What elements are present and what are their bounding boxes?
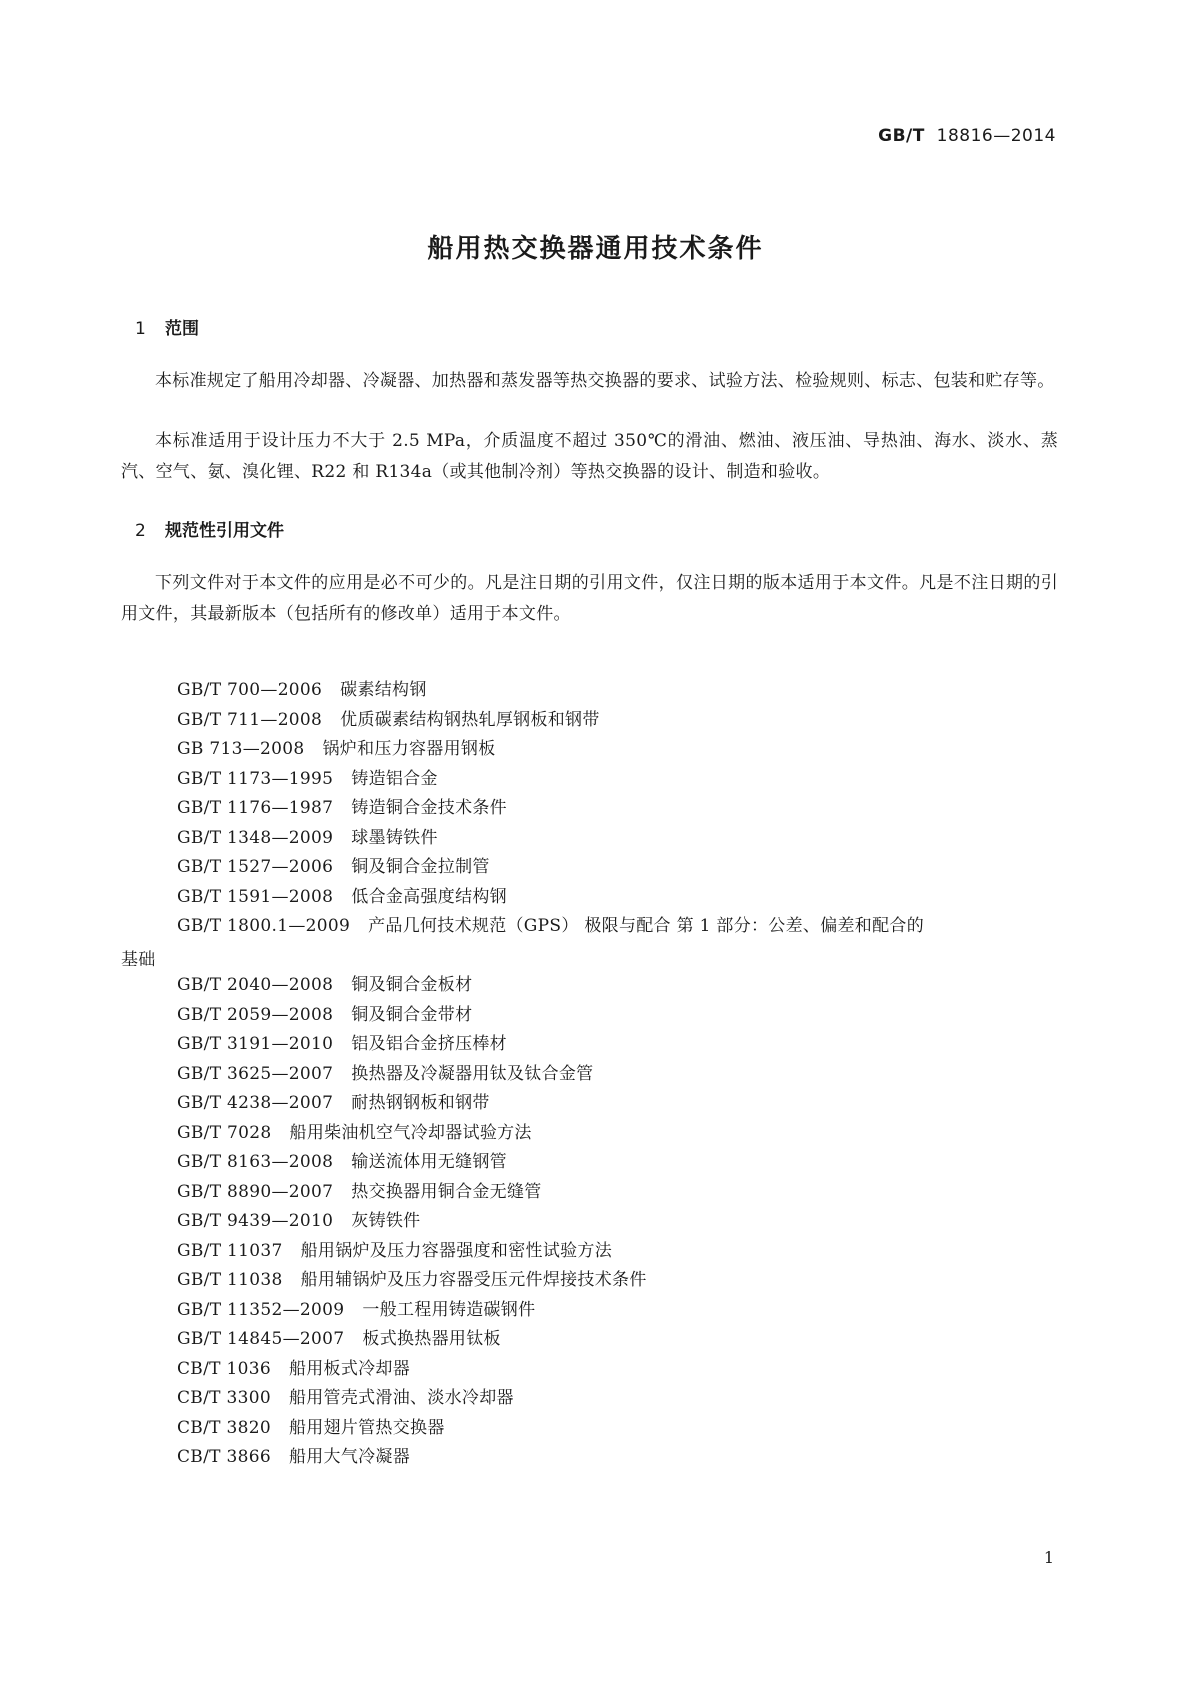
reference-item: [121, 911, 1057, 970]
reference-item: [177, 1236, 1057, 1261]
reference-code: GB/T 1591—2008: [177, 886, 334, 907]
section-1-title: 范围: [165, 319, 199, 339]
reference-code: GB/T 7028: [177, 1122, 272, 1143]
reference-code: CB/T 3820: [177, 1417, 271, 1438]
reference-code: GB/T 11352—2009: [177, 1299, 345, 1320]
section-2-title: 规范性引用文件: [165, 521, 284, 541]
reference-item: [177, 823, 1057, 848]
reference-code: GB/T 11037: [177, 1240, 283, 1261]
reference-item: [177, 1383, 1057, 1408]
reference-item: [177, 882, 1057, 907]
section-1-paragraph: 本标准适用于设计压力不大于 2.5 MPa，介质温度不超过 350℃的滑油、燃油、液压油、导热油、海水、淡水、蒸汽、空气、氨、溴化锂、R22 和 R134a（或其他制冷剂）等热交换器的设计、制造和验收。: [121, 431, 1058, 482]
reference-title: 锅炉和压力容器用钢板: [322, 739, 496, 759]
reference-title: 优质碳素结构钢热轧厚钢板和钢带: [340, 709, 600, 730]
reference-title: 产品几何技术规范（GPS） 极限与配合 第 1 部分：公差、偏差和配合的: [368, 916, 924, 936]
reference-title: 球墨铸铁件: [351, 827, 438, 848]
reference-item: [177, 1413, 1057, 1438]
reference-code: CB/T 1036: [177, 1358, 271, 1379]
reference-code: GB/T 1176—1987: [177, 798, 334, 818]
reference-code: GB/T 1527—2006: [177, 857, 334, 877]
reference-code: GB/T 4238—2007: [177, 1093, 334, 1113]
reference-item: [177, 852, 1057, 877]
reference-code: CB/T 3866: [177, 1447, 271, 1467]
reference-item: [177, 793, 1057, 818]
reference-item: [177, 970, 1057, 995]
document-code-prefix: GB/T: [878, 126, 925, 146]
document-title: 船用热交换器通用技术条件: [427, 234, 764, 264]
reference-item: [177, 1324, 1057, 1349]
reference-item: [177, 1118, 1057, 1143]
reference-title: 铜及铜合金拉制管: [351, 857, 490, 877]
reference-code: GB/T 1173—1995: [177, 768, 334, 789]
reference-title: 热交换器用铜合金无缝管: [351, 1181, 542, 1202]
reference-title: 铝及铝合金挤压棒材: [351, 1034, 507, 1054]
reference-code: GB/T 2059—2008: [177, 1004, 334, 1025]
section-2-intro: 下列文件对于本文件的应用是必不可少的。凡是注日期的引用文件，仅注日期的版本适用于本文件。凡是不注日期的引用文件，其最新版本（包括所有的修改单）适用于本文件。: [121, 573, 1058, 624]
reference-code: CB/T 3300: [177, 1388, 271, 1408]
reference-item: [177, 1442, 1057, 1467]
page-number: 1: [1043, 1548, 1054, 1567]
reference-title: 耐热钢钢板和钢带: [351, 1093, 490, 1113]
reference-title: 铸造铜合金技术条件: [351, 798, 507, 818]
reference-item: [177, 1354, 1057, 1379]
reference-title: 铜及铜合金带材: [351, 1004, 473, 1025]
reference-title-continuation: 基础: [121, 950, 156, 970]
section-2-number: 2: [135, 521, 146, 541]
reference-title: 灰铸铁件: [351, 1211, 421, 1231]
reference-item: [177, 1265, 1057, 1290]
reference-item: [177, 1088, 1057, 1113]
reference-item: [177, 1147, 1057, 1172]
section-1-heading: [135, 314, 199, 339]
section-2-heading: [135, 516, 284, 541]
reference-code: GB/T 8890—2007: [177, 1181, 334, 1202]
reference-title: 碳素结构钢: [340, 680, 427, 700]
reference-code: GB/T 1800.1—2009: [177, 916, 351, 936]
reference-item: [177, 1177, 1057, 1202]
reference-title: 船用管壳式滑油、淡水冷却器: [288, 1388, 514, 1408]
document-code-number: 18816—2014: [936, 126, 1056, 146]
reference-title: 船用板式冷却器: [288, 1358, 411, 1379]
reference-item: [177, 764, 1057, 789]
reference-code: GB/T 711—2008: [177, 709, 323, 730]
reference-title: 换热器及冷凝器用钛及钛合金管: [351, 1063, 594, 1084]
reference-item: [177, 734, 1057, 759]
reference-title: 船用翅片管热交换器: [288, 1417, 445, 1438]
section-1-paragraph: 本标准规定了船用冷却器、冷凝器、加热器和蒸发器等热交换器的要求、试验方法、检验规则、标志、包装和贮存等。: [155, 371, 1055, 391]
reference-item: [177, 1295, 1057, 1320]
reference-item: [177, 675, 1057, 700]
reference-code: GB/T 3625—2007: [177, 1063, 334, 1084]
reference-title: 船用锅炉及压力容器强度和密性试验方法: [300, 1240, 613, 1261]
reference-item: [177, 1029, 1057, 1054]
reference-code: GB/T 3191—2010: [177, 1034, 334, 1054]
reference-title: 板式换热器用钛板: [362, 1329, 501, 1349]
reference-item: [177, 705, 1057, 730]
reference-code: GB 713—2008: [177, 739, 305, 759]
reference-code: GB/T 2040—2008: [177, 975, 334, 995]
reference-title: 低合金高强度结构钢: [351, 886, 507, 907]
document-code: [878, 126, 1056, 146]
reference-title: 船用柴油机空气冷却器试验方法: [289, 1122, 532, 1143]
reference-code: GB/T 9439—2010: [177, 1211, 334, 1231]
reference-code: GB/T 1348—2009: [177, 827, 334, 848]
reference-item: [177, 1059, 1057, 1084]
reference-title: 船用辅锅炉及压力容器受压元件焊接技术条件: [300, 1270, 647, 1290]
reference-code: GB/T 700—2006: [177, 680, 323, 700]
reference-title: 船用大气冷凝器: [288, 1447, 411, 1467]
reference-title: 输送流体用无缝钢管: [351, 1152, 507, 1172]
reference-code: GB/T 14845—2007: [177, 1329, 345, 1349]
reference-title: 铸造铝合金: [351, 768, 438, 789]
reference-title: 一般工程用铸造碳钢件: [362, 1299, 536, 1320]
reference-item: [177, 1206, 1057, 1231]
section-1-number: 1: [135, 319, 146, 339]
reference-title: 铜及铜合金板材: [351, 975, 473, 995]
reference-code: GB/T 8163—2008: [177, 1152, 334, 1172]
reference-item: [177, 1000, 1057, 1025]
reference-code: GB/T 11038: [177, 1270, 283, 1290]
